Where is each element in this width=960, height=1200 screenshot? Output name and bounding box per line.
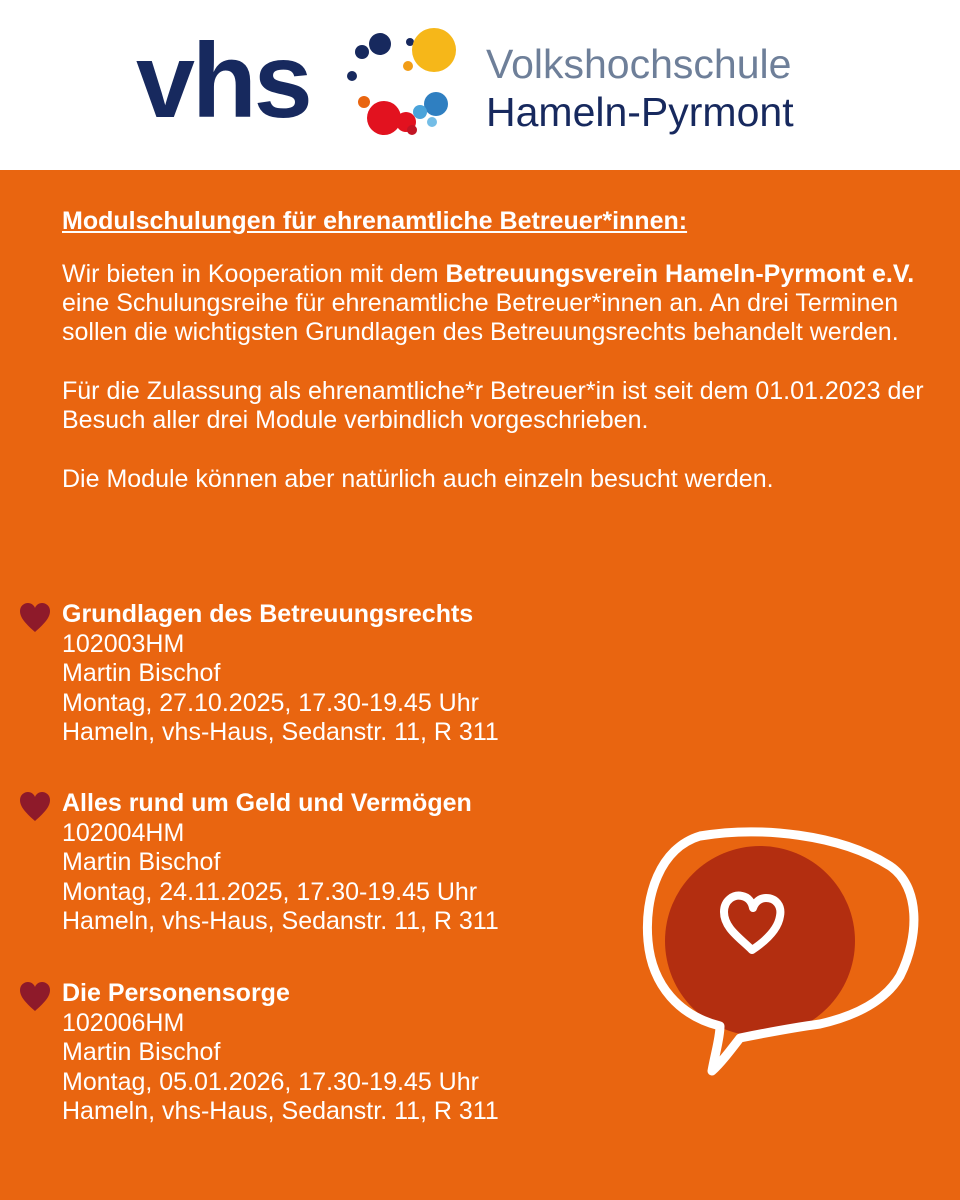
module-date: Montag, 05.01.2026, 17.30-19.45 Uhr (62, 1067, 479, 1096)
module-code: 102003HM (62, 629, 185, 658)
module-location: Hameln, vhs-Haus, Sedanstr. 11, R 311 (62, 1097, 499, 1125)
header (0, 0, 960, 170)
module-location: Hameln, vhs-Haus, Sedanstr. 11, R 311 (62, 907, 499, 935)
partner-name: Betreuungsverein Hameln-Pyrmont e.V. (445, 260, 915, 288)
module-3 (62, 979, 499, 1127)
intro-paragraph-3: Die Module können aber natürlich auch einzeln besucht werden. (62, 465, 774, 493)
module-location: Hameln, vhs-Haus, Sedanstr. 11, R 311 (62, 718, 499, 746)
org-line-1: Volkshochschule (486, 41, 792, 87)
module-date: Montag, 27.10.2025, 17.30-19.45 Uhr (62, 688, 479, 717)
page-title: Modulschulungen für ehrenamtliche Betreuer*innen: (62, 207, 688, 235)
heart-icon (18, 791, 52, 823)
org-line-2: Hameln-Pyrmont (486, 89, 794, 135)
intro-p1-text-after: eine Schulungsreihe für ehrenamtliche Betreuer*innen an. An drei Terminen sollen die wichtigsten Grundlagen des Betreuungsrechts behandelt werden. (62, 289, 899, 346)
intro-section (62, 206, 942, 524)
module-title: Alles rund um Geld und Vermögen (62, 789, 472, 817)
module-code: 102004HM (62, 818, 185, 847)
module-title: Grundlagen des Betreuungsrechts (62, 600, 474, 628)
heart-icon (18, 602, 52, 634)
heart-icon (18, 981, 52, 1013)
organisation-name (486, 40, 794, 136)
vhs-logo-dots-icon (336, 22, 466, 146)
intro-paragraph-2: Für die Zulassung als ehrenamtliche*r Betreuer*in ist seit dem 01.01.2023 der Besuch aller drei Module verbindlich vorgeschrieben. (62, 377, 924, 434)
module-instructor: Martin Bischof (62, 1038, 221, 1066)
module-2 (62, 789, 499, 937)
module-title: Die Personensorge (62, 979, 290, 1007)
intro-p1-text-before: Wir bieten in Kooperation mit dem (62, 260, 446, 288)
module-1 (62, 600, 499, 748)
module-code: 102006HM (62, 1008, 185, 1037)
module-instructor: Martin Bischof (62, 659, 221, 687)
vhs-logo-wordmark: vhs (136, 22, 310, 140)
intro-paragraph-1 (62, 260, 942, 347)
module-date: Montag, 24.11.2025, 17.30-19.45 Uhr (62, 877, 478, 906)
module-instructor: Martin Bischof (62, 848, 221, 876)
speech-bubble-heart-icon (640, 826, 930, 1086)
